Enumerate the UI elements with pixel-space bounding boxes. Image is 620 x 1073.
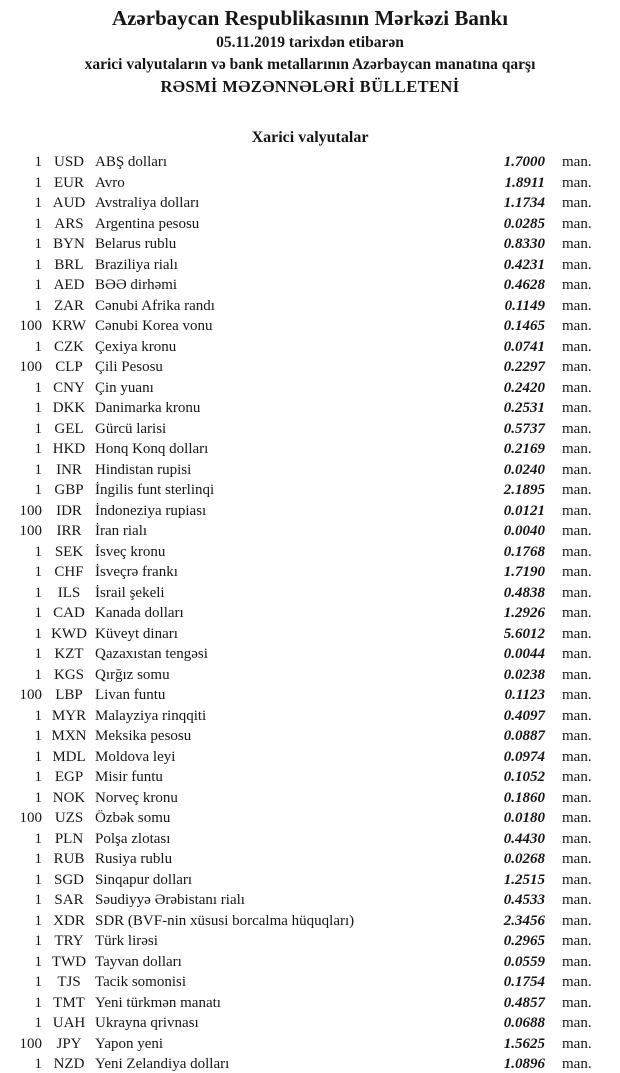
currency-qty: 100 xyxy=(19,359,42,375)
currency-code: IDR xyxy=(56,502,82,519)
rate-value: 0.4857 xyxy=(503,994,545,1011)
unit-label: man. xyxy=(562,646,592,662)
currency-qty: 1 xyxy=(34,789,42,806)
rate-value: 0.1149 xyxy=(504,297,545,314)
currency-name: Sinqapur dolları xyxy=(95,871,193,888)
currency-name: Polşa zlotası xyxy=(95,830,171,847)
currency-code: EGP xyxy=(54,769,84,785)
rate-value: 1.8911 xyxy=(504,174,545,191)
currency-code: CLP xyxy=(55,359,83,375)
currency-code: BRL xyxy=(54,256,84,273)
rate-row xyxy=(0,808,620,829)
unit-label: man. xyxy=(562,400,592,416)
currency-qty: 1 xyxy=(34,994,42,1011)
rate-value: 1.1734 xyxy=(503,195,545,211)
rate-row xyxy=(0,1013,620,1034)
unit-label: man. xyxy=(562,830,592,847)
rate-row xyxy=(0,316,620,337)
rate-row xyxy=(0,398,620,419)
currency-qty: 1 xyxy=(34,174,42,191)
currency-name: Yapon yeni xyxy=(95,1035,164,1052)
rate-row xyxy=(0,562,620,583)
currency-code: GEL xyxy=(54,420,84,437)
rate-value: 0.1465 xyxy=(503,318,545,334)
currency-code: IRR xyxy=(56,523,82,539)
rate-value: 0.4430 xyxy=(503,830,545,847)
currency-name: İngilis funt sterlinqi xyxy=(95,482,215,498)
unit-label: man. xyxy=(562,297,592,314)
unit-label: man. xyxy=(562,318,592,334)
currency-name: Norveç kronu xyxy=(95,789,178,806)
rate-value: 0.1052 xyxy=(503,769,545,785)
currency-qty: 1 xyxy=(34,646,42,662)
rate-value: 0.0044 xyxy=(503,646,545,662)
rate-row xyxy=(0,603,620,624)
currency-name: Livan funtu xyxy=(95,687,166,703)
currency-name: Küveyt dinarı xyxy=(95,625,178,642)
currency-code: KZT xyxy=(54,646,84,662)
rate-value: 0.2297 xyxy=(503,359,545,375)
currency-name: Braziliya rialı xyxy=(95,256,178,273)
unit-label: man. xyxy=(562,625,592,642)
currency-code: UAH xyxy=(52,1015,86,1031)
currency-qty: 1 xyxy=(34,256,42,273)
rate-value: 0.1860 xyxy=(503,789,545,806)
currency-name: Misir funtu xyxy=(95,769,163,785)
currency-qty: 1 xyxy=(34,420,42,437)
currency-qty: 1 xyxy=(34,1056,42,1072)
currency-code: KGS xyxy=(53,666,84,683)
unit-label: man. xyxy=(562,174,592,191)
rate-row xyxy=(0,911,620,932)
currency-qty: 1 xyxy=(34,297,42,314)
rate-row xyxy=(0,173,620,194)
rate-row xyxy=(0,972,620,993)
currency-qty: 1 xyxy=(34,277,42,293)
currency-code: BYN xyxy=(53,236,85,252)
currency-qty: 1 xyxy=(34,871,42,888)
currency-code: RUB xyxy=(53,851,85,867)
bank-name-title: Azərbaycan Respublikasının Mərkəzi Bankı xyxy=(111,6,509,30)
unit-label: man. xyxy=(562,994,592,1011)
unit-label: man. xyxy=(562,441,592,457)
unit-label: man. xyxy=(562,461,592,478)
currency-qty: 1 xyxy=(34,461,42,478)
rate-value: 0.5737 xyxy=(503,420,545,437)
currency-qty: 1 xyxy=(34,195,42,211)
currency-qty: 100 xyxy=(19,318,42,334)
rate-value: 0.0974 xyxy=(503,748,545,765)
unit-label: man. xyxy=(562,523,592,539)
currency-code: TJS xyxy=(57,974,81,990)
currency-name: Avstraliya dolları xyxy=(95,195,200,211)
unit-label: man. xyxy=(562,1015,592,1031)
rate-row xyxy=(0,931,620,952)
unit-label: man. xyxy=(562,236,592,252)
currency-code: TWD xyxy=(51,953,87,970)
rate-value: 0.0741 xyxy=(503,338,545,355)
rate-row xyxy=(0,357,620,378)
unit-label: man. xyxy=(562,851,592,867)
rate-value: 1.2515 xyxy=(503,871,545,888)
document-header xyxy=(0,0,620,98)
currency-qty: 1 xyxy=(34,728,42,744)
bulletin-title: RƏSMİ MƏZƏNNƏLƏRİ BÜLLETENİ xyxy=(160,77,460,96)
rate-value: 1.0896 xyxy=(503,1056,545,1072)
currency-name: Çexiya kronu xyxy=(95,338,177,355)
rate-row xyxy=(0,890,620,911)
currency-code: TRY xyxy=(54,933,84,949)
currency-qty: 1 xyxy=(34,379,42,396)
currency-name: Kanada dolları xyxy=(95,605,184,621)
currency-code: LBP xyxy=(55,687,83,703)
currency-name: İsveç kronu xyxy=(95,543,166,560)
unit-label: man. xyxy=(562,379,592,396)
rate-value: 5.6012 xyxy=(503,625,545,642)
currency-code: AUD xyxy=(52,195,86,211)
rate-row xyxy=(0,685,620,706)
rate-row xyxy=(0,214,620,235)
rate-value: 1.5625 xyxy=(503,1035,545,1052)
rate-value: 0.0887 xyxy=(503,728,545,744)
currency-code: GBP xyxy=(54,482,84,498)
currency-code: CNY xyxy=(53,379,85,396)
rate-value: 0.4533 xyxy=(503,892,545,908)
rate-value: 0.0238 xyxy=(503,666,545,683)
currency-qty: 1 xyxy=(34,666,42,683)
rate-row xyxy=(0,419,620,440)
rate-row xyxy=(0,542,620,563)
currency-name: Danimarka kronu xyxy=(95,400,201,416)
currency-name: İsrail şekeli xyxy=(95,584,165,601)
unit-label: man. xyxy=(562,892,592,908)
currency-qty: 1 xyxy=(34,625,42,642)
unit-label: man. xyxy=(562,256,592,273)
rate-row xyxy=(0,296,620,317)
unit-label: man. xyxy=(562,215,592,232)
rate-value: 0.2169 xyxy=(503,441,545,457)
currency-qty: 1 xyxy=(34,605,42,621)
rate-row xyxy=(0,644,620,665)
rate-row xyxy=(0,480,620,501)
currency-code: INR xyxy=(56,461,82,478)
rate-value: 1.7000 xyxy=(503,154,545,170)
unit-label: man. xyxy=(562,605,592,621)
currency-code: SAR xyxy=(54,892,84,908)
currency-code: CZK xyxy=(54,338,84,355)
currency-code: JPY xyxy=(56,1035,82,1052)
currency-qty: 100 xyxy=(19,1035,42,1052)
currency-code: ILS xyxy=(57,584,81,601)
rate-value: 1.7190 xyxy=(503,564,545,580)
currency-qty: 1 xyxy=(34,400,42,416)
rate-value: 0.0121 xyxy=(503,502,545,519)
rate-row xyxy=(0,583,620,604)
unit-label: man. xyxy=(562,810,592,826)
currency-code: CAD xyxy=(53,605,85,621)
rate-row xyxy=(0,849,620,870)
currency-name: Yeni Zelandiya dolları xyxy=(95,1056,230,1072)
currency-qty: 1 xyxy=(34,974,42,990)
rate-row xyxy=(0,788,620,809)
rate-row xyxy=(0,726,620,747)
unit-label: man. xyxy=(562,482,592,498)
unit-label: man. xyxy=(562,789,592,806)
currency-code: ZAR xyxy=(54,297,84,314)
rate-value: 0.4231 xyxy=(503,256,545,273)
unit-label: man. xyxy=(562,1056,592,1072)
currency-name: BƏƏ dirhəmi xyxy=(95,277,178,293)
rate-row xyxy=(0,439,620,460)
currency-name: Hindistan rupisi xyxy=(95,461,192,478)
rate-row xyxy=(0,501,620,522)
currency-qty: 100 xyxy=(19,810,42,826)
unit-label: man. xyxy=(562,707,592,724)
currency-name: Yeni türkmən manatı xyxy=(95,994,221,1011)
currency-qty: 100 xyxy=(19,523,42,539)
currency-code: ARS xyxy=(54,215,84,232)
unit-label: man. xyxy=(562,584,592,601)
currency-name: Tayvan dolları xyxy=(95,953,182,970)
currency-name: Rusiya rublu xyxy=(95,851,173,867)
currency-code: DKK xyxy=(52,400,86,416)
currency-name: Cənubi Korea vonu xyxy=(95,318,213,334)
currency-qty: 1 xyxy=(34,236,42,252)
rate-row xyxy=(0,747,620,768)
rate-row xyxy=(0,378,620,399)
rate-value: 2.1895 xyxy=(503,482,545,498)
rate-value: 0.0285 xyxy=(503,215,545,232)
currency-name: Gürcü larisi xyxy=(95,420,167,437)
currency-name: Cənubi Afrika randı xyxy=(95,297,215,314)
rate-value: 0.2531 xyxy=(503,400,545,416)
unit-label: man. xyxy=(562,154,592,170)
rate-row xyxy=(0,993,620,1014)
currency-code: CHF xyxy=(54,564,84,580)
rate-row xyxy=(0,275,620,296)
rate-row xyxy=(0,665,620,686)
currency-name: Honq Konq dolları xyxy=(95,441,209,457)
currency-name: Özbək somu xyxy=(95,810,171,826)
currency-name: Çin yuanı xyxy=(95,379,154,396)
currency-name: Moldova leyi xyxy=(95,748,176,765)
rate-value: 0.0180 xyxy=(503,810,545,826)
currency-qty: 1 xyxy=(34,584,42,601)
currency-name: Ukrayna qrivnası xyxy=(95,1015,199,1031)
rate-value: 0.4097 xyxy=(503,707,545,724)
currency-code: SEK xyxy=(54,543,84,560)
currency-code: NOK xyxy=(52,789,86,806)
currency-name: Meksika pesosu xyxy=(95,728,192,744)
rate-row xyxy=(0,337,620,358)
unit-label: man. xyxy=(562,769,592,785)
rate-value: 0.1754 xyxy=(503,974,545,990)
currency-code: UZS xyxy=(54,810,84,826)
currency-code: PLN xyxy=(54,830,84,847)
currency-qty: 1 xyxy=(34,748,42,765)
currency-code: SGD xyxy=(53,871,84,888)
unit-label: man. xyxy=(562,666,592,683)
currency-name: Avro xyxy=(95,174,125,191)
rate-row xyxy=(0,1034,620,1055)
section-title-foreign-currencies: Xarici valyutalar xyxy=(251,129,369,146)
currency-code: MYR xyxy=(51,707,87,724)
rate-row xyxy=(0,767,620,788)
rate-value: 0.2420 xyxy=(503,379,545,396)
currency-name: Qazaxıstan tengəsi xyxy=(95,646,208,662)
currency-name: ABŞ dolları xyxy=(95,154,168,170)
currency-qty: 1 xyxy=(34,154,42,170)
currency-qty: 1 xyxy=(34,830,42,847)
currency-qty: 1 xyxy=(34,338,42,355)
currency-qty: 1 xyxy=(34,1015,42,1031)
currency-qty: 1 xyxy=(34,933,42,949)
rate-value: 0.1123 xyxy=(504,687,545,703)
rate-value: 0.4628 xyxy=(503,277,545,293)
rate-value: 1.2926 xyxy=(503,605,545,621)
unit-label: man. xyxy=(562,933,592,949)
unit-label: man. xyxy=(562,277,592,293)
rate-row xyxy=(0,460,620,481)
unit-label: man. xyxy=(562,871,592,888)
currency-code: HKD xyxy=(52,441,86,457)
rate-row xyxy=(0,829,620,850)
rate-value: 0.0240 xyxy=(503,461,545,478)
subject-line: xarici valyutaların və bank metallarının Azərbaycan manatına qarşı xyxy=(84,56,536,73)
rate-row xyxy=(0,870,620,891)
rate-value: 0.0268 xyxy=(503,851,545,867)
unit-label: man. xyxy=(562,912,592,929)
currency-name: Argentina pesosu xyxy=(95,215,200,232)
currency-name: Belarus rublu xyxy=(95,236,177,252)
rate-row xyxy=(0,952,620,973)
unit-label: man. xyxy=(562,974,592,990)
currency-qty: 1 xyxy=(34,215,42,232)
currency-qty: 1 xyxy=(34,851,42,867)
currency-name: Səudiyyə Ərəbistanı rialı xyxy=(95,892,245,908)
currency-qty: 1 xyxy=(34,441,42,457)
currency-qty: 100 xyxy=(19,687,42,703)
currency-name: SDR (BVF-nin xüsusi borcalma hüquqları) xyxy=(95,912,355,929)
currency-code: USD xyxy=(53,154,84,170)
currency-qty: 1 xyxy=(34,482,42,498)
unit-label: man. xyxy=(562,338,592,355)
unit-label: man. xyxy=(562,420,592,437)
currency-name: Çili Pesosu xyxy=(95,359,163,375)
currency-qty: 1 xyxy=(34,953,42,970)
currency-name: Tacik somonisi xyxy=(95,974,187,990)
currency-code: NZD xyxy=(53,1056,85,1072)
rate-row xyxy=(0,1054,620,1073)
rate-value: 2.3456 xyxy=(503,912,545,929)
rate-value: 0.0559 xyxy=(503,953,545,970)
unit-label: man. xyxy=(562,728,592,744)
rate-row xyxy=(0,521,620,542)
currency-code: XDR xyxy=(53,912,85,929)
currency-qty: 1 xyxy=(34,769,42,785)
effective-date-line: 05.11.2019 tarixdən etibarən xyxy=(216,34,404,51)
currency-qty: 1 xyxy=(34,543,42,560)
unit-label: man. xyxy=(562,502,592,519)
currency-name: Türk lirəsi xyxy=(95,933,158,949)
currency-code: KRW xyxy=(51,318,87,334)
rate-value: 0.0040 xyxy=(503,523,545,539)
currency-name: İndoneziya rupiası xyxy=(95,502,207,519)
currency-code: KWD xyxy=(51,625,87,642)
currency-name: Qırğız somu xyxy=(95,666,170,683)
currency-code: MDL xyxy=(52,748,86,765)
rate-row xyxy=(0,193,620,214)
rate-value: 0.4838 xyxy=(503,584,545,601)
currency-code: MXN xyxy=(51,728,87,744)
currency-code: AED xyxy=(53,277,85,293)
currency-name: İran rialı xyxy=(95,523,148,539)
currency-name: Malayziya rinqqiti xyxy=(95,707,207,724)
unit-label: man. xyxy=(562,687,592,703)
rate-row xyxy=(0,706,620,727)
rate-row xyxy=(0,152,620,173)
rate-row xyxy=(0,234,620,255)
rate-value: 0.2965 xyxy=(503,933,545,949)
currency-name: İsveçrə frankı xyxy=(95,564,178,580)
currency-qty: 1 xyxy=(34,912,42,929)
currency-qty: 1 xyxy=(34,892,42,908)
currency-qty: 1 xyxy=(34,707,42,724)
unit-label: man. xyxy=(562,564,592,580)
currency-qty: 100 xyxy=(19,502,42,519)
rate-row xyxy=(0,624,620,645)
rate-row xyxy=(0,255,620,276)
currency-code: TMT xyxy=(53,994,85,1011)
unit-label: man. xyxy=(562,359,592,375)
unit-label: man. xyxy=(562,195,592,211)
rate-value: 0.0688 xyxy=(503,1015,545,1031)
currency-code: EUR xyxy=(54,174,84,191)
unit-label: man. xyxy=(562,1035,592,1052)
rates-table xyxy=(0,152,620,1073)
currency-qty: 1 xyxy=(34,564,42,580)
unit-label: man. xyxy=(562,748,592,765)
rate-value: 0.1768 xyxy=(503,543,545,560)
rate-value: 0.8330 xyxy=(503,236,545,252)
unit-label: man. xyxy=(562,543,592,560)
unit-label: man. xyxy=(562,953,592,970)
